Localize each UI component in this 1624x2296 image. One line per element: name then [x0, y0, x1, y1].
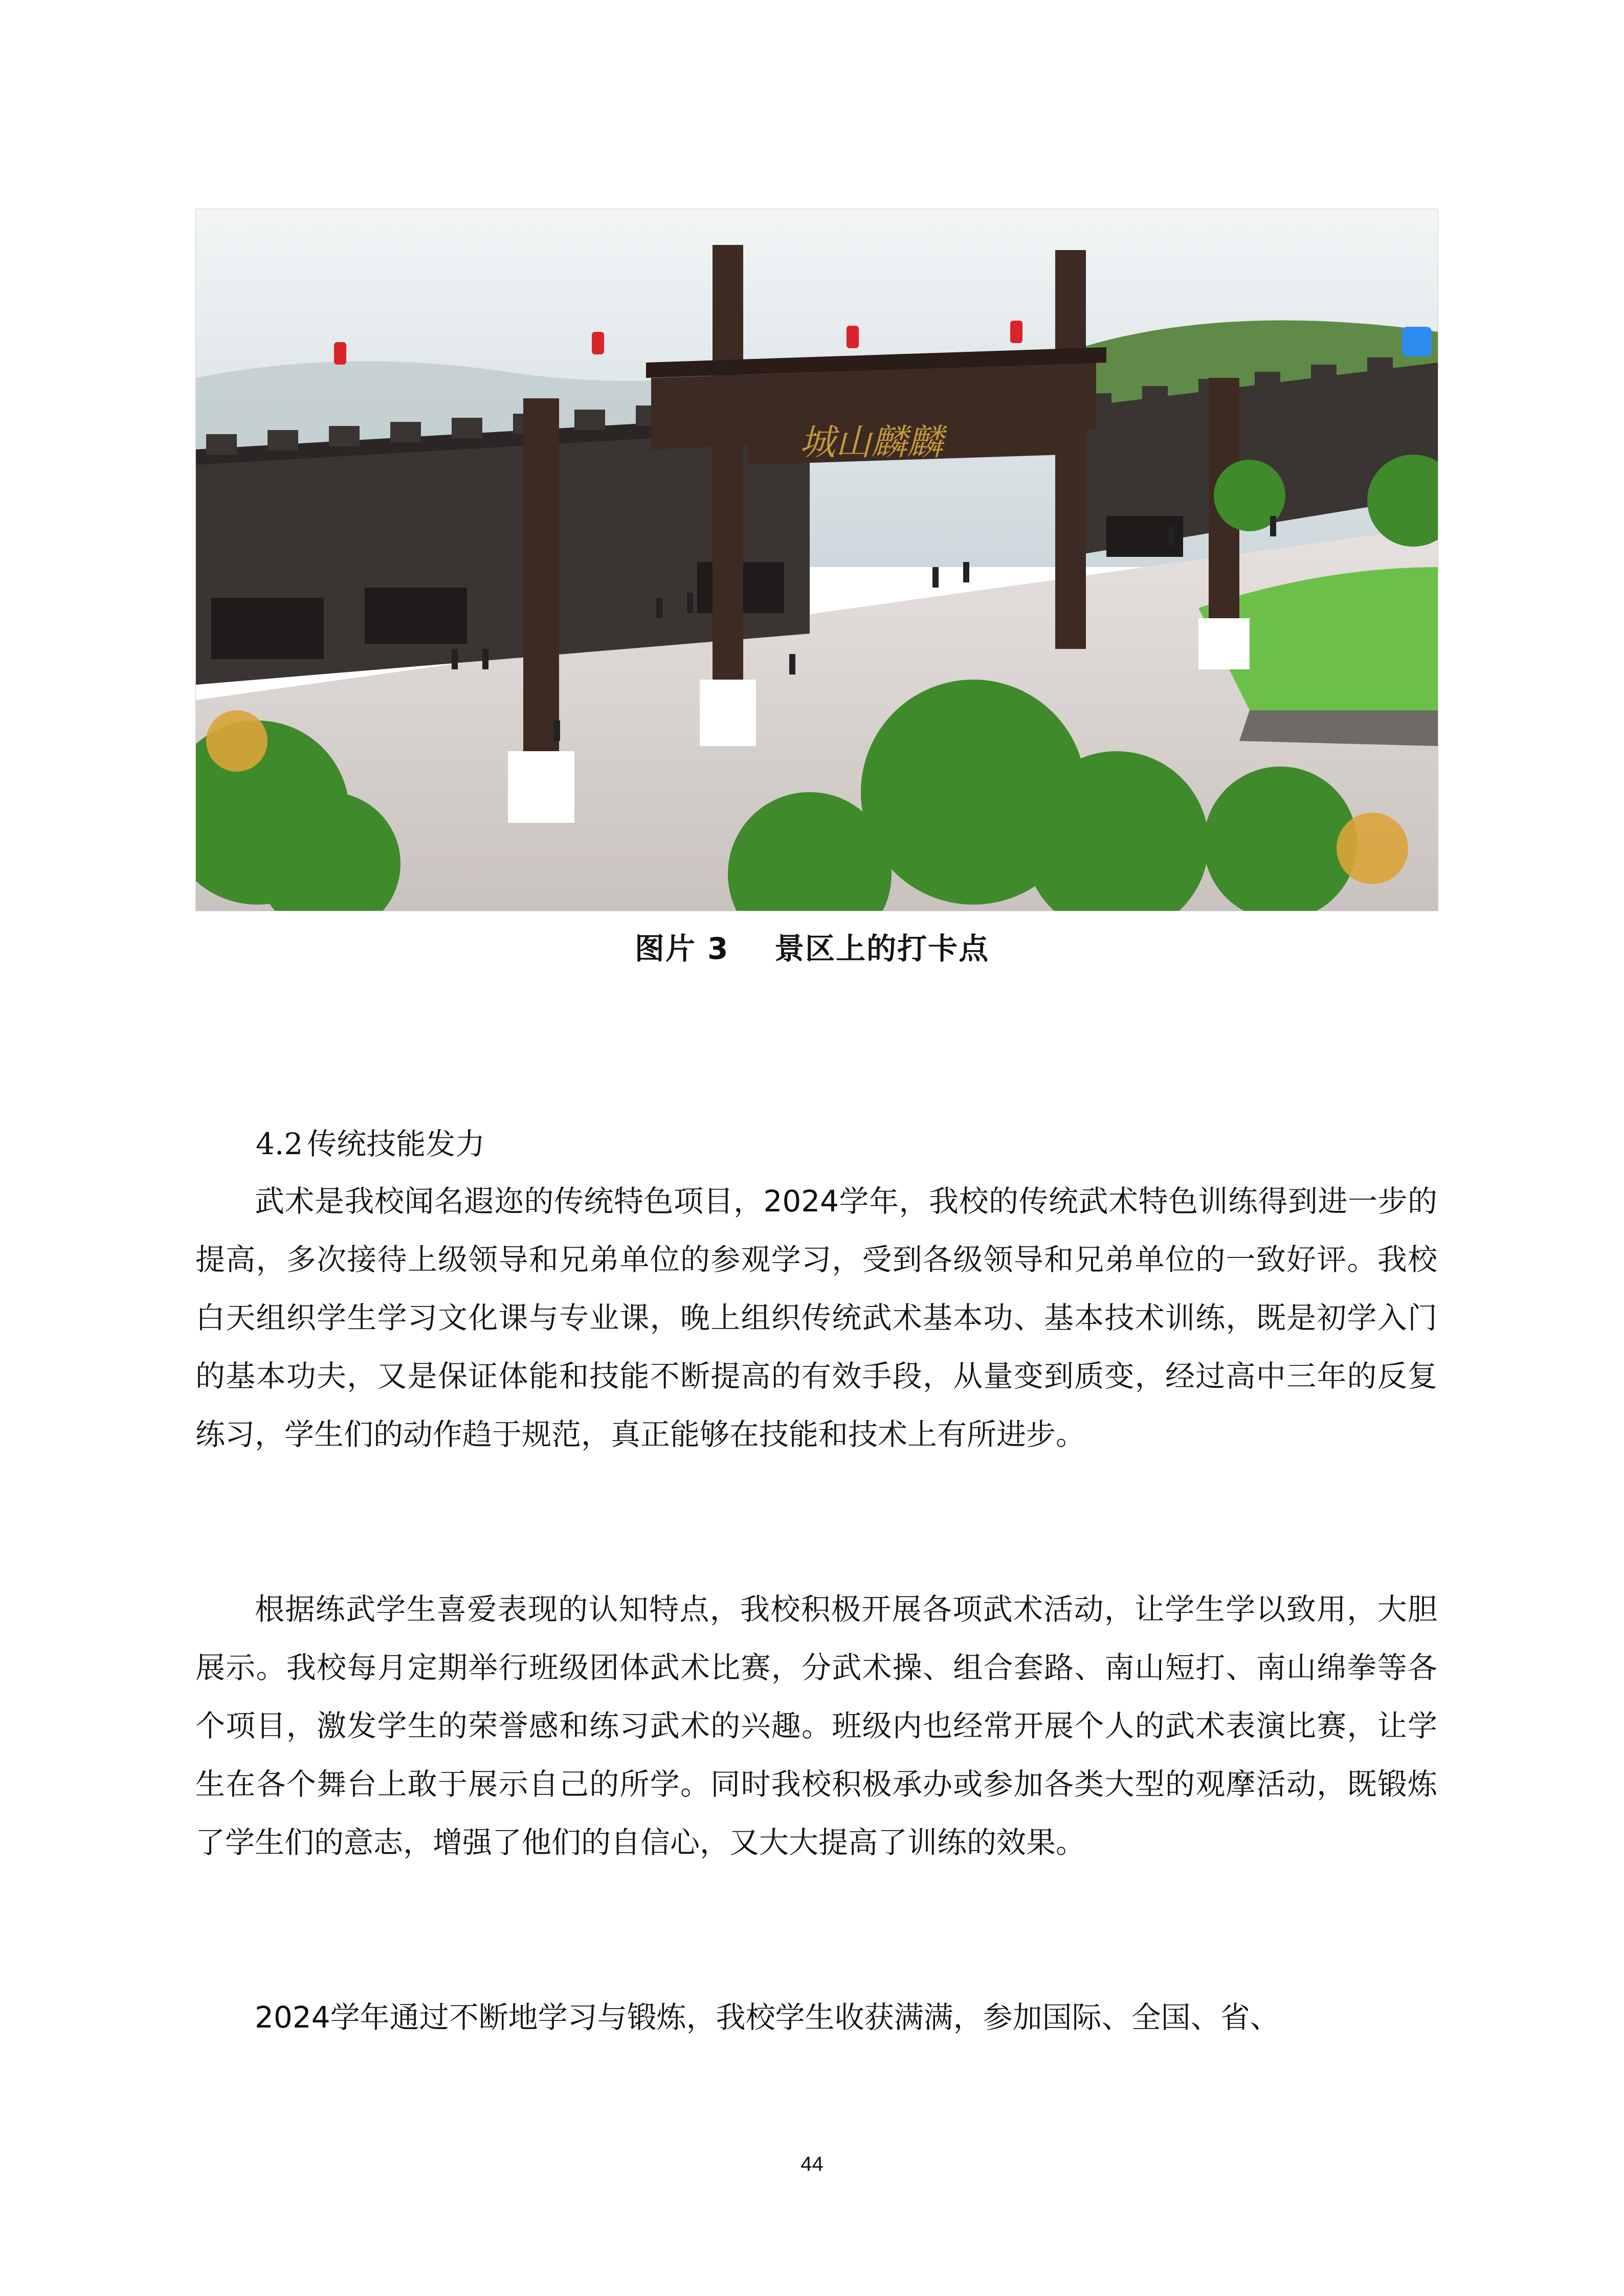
figure-caption: 图片 3 景区上的打卡点 [634, 931, 990, 966]
body-paragraph: 武术是我校闻名遐迩的传统特色项目，2024学年，我校的传统武术特色训练得到进一步的提高，多次接待上级领导和兄弟单位的参观学习，受到各级领导和兄弟单位的一致好评。我校白天组织学生学习文化课与专业课，晚上组织传统武术基本功、基本技术训练，既是初学入门的基本功夫，又是保证体能和技能不断提高的有效手段，从量变到质变，经过高中三年的反复练习，学生们的动作趋于规范，真正能够在技能和技术上有所进步。 [195, 1184, 1437, 1452]
scenic-photo [195, 209, 1438, 911]
gate-inscription: 城山麟麟 [799, 421, 943, 463]
scenic-photo-illustration [196, 209, 1438, 911]
body-paragraph: 2024学年通过不断地学习与锻炼，我校学生收获满满，参加国际、全国、省、 [255, 2000, 1280, 2035]
page-number: 44 [800, 2153, 824, 2175]
body-paragraph: 根据练武学生喜爱表现的认知特点，我校积极开展各项武术活动，让学生学以致用，大胆展示。我校每月定期举行班级团体武术比赛，分武术操、组合套路、南山短打、南山绵拳等各个项目，激发学生的荣誉感和练习武术的兴趣。班级内也经常开展个人的武术表演比赛，让学生在各个舞台上敢于展示自己的所学。同时我校积极承办或参加各类大型的观摩活动，既锻炼了学生们的意志，增强了他们的自信心，又大大提高了训练的效果。 [195, 1592, 1437, 1860]
section-number: 4.2 [256, 1127, 303, 1161]
section-title: 传统技能发力 [307, 1127, 485, 1161]
cloud-icon [1402, 327, 1432, 356]
section-heading [256, 1120, 485, 1163]
